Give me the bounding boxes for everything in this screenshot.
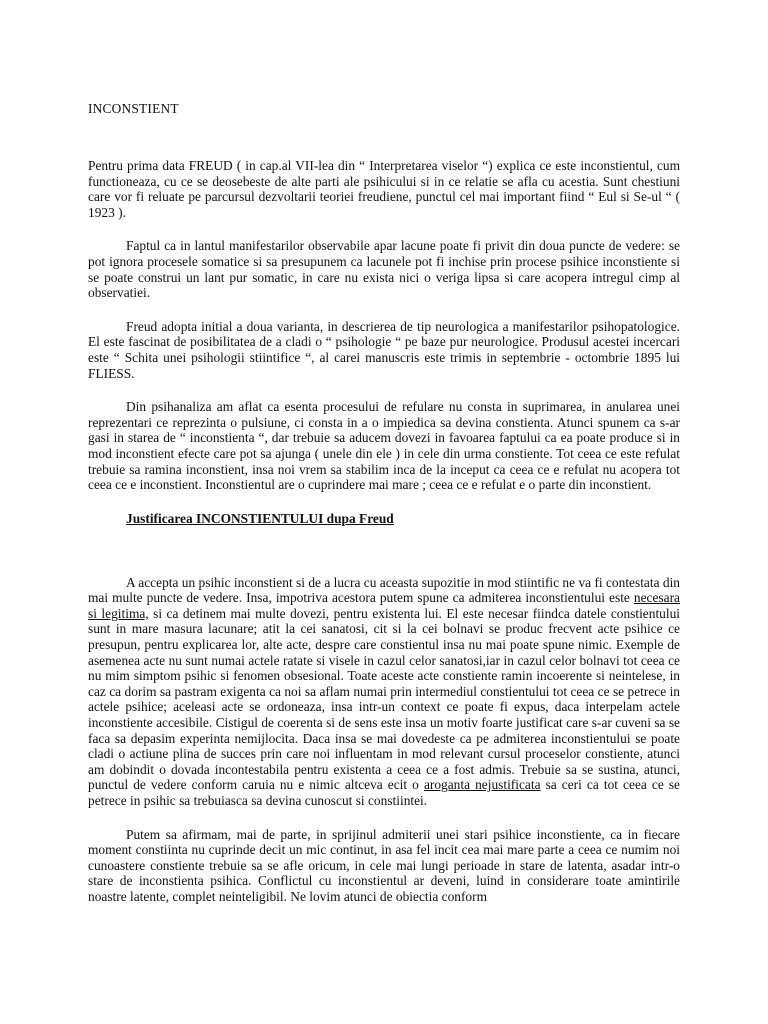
- section-heading: Justificarea INCONSTIENTULUI dupa Freud: [126, 510, 394, 526]
- underlined-phrase-aroganta: aroganta nejustificata: [423, 777, 541, 793]
- paragraph-4: Din psihanaliza am aflat ca esenta procesului de refulare nu consta in suprimarea, in anularea unei reprezentari ce reprezinta o pulsiune, ci consta in a o impiedica sa devina constienta. Atunci spunem ca s-ar gasi in starea de “ inconstienta “, dar trebuie sa aducem dovezi in favoarea faptului ca ea poate produce si in mod inconstient efecte care pot sa ajunga ( unele din ele ) in cele din urma constiente. Tot ceea ce este refulat trebuie sa ramina inconstient, insa noi vrem sa stabilim inca de la inceput ca ceea ce e refulat nu acopera tot ceea ce e inconstient. Inconstientul are o cuprindere mai mare ; ceea ce e refulat e o parte din inconstient.: [88, 399, 680, 493]
- paragraph-3: Freud adopta initial a doua varianta, in descrierea de tip neurologica a manifestarilor psihopatologice. El este fascinat de posibilitatea de a cladi o “ psihologie “ pe baze pur neurologice. Produsul acestei incercari este “ Schita unei psihologii stiintifice “, al carei manuscris este trimis in septembrie - octombrie 1895 lui FLIESS.: [88, 318, 680, 381]
- paragraph-5-part-c: sa ceri ca tot ceea ce se petrece in psihic sa trebuiasca sa devina cunoscut si constiintei.: [88, 777, 680, 808]
- paragraph-2: Faptul ca in lantul manifestarilor observabile apar lacune poate fi privit din doua puncte de vedere: se pot ignora procesele somatice si sa presupunem ca lacunele pot fi inchise prin procese psihice inconstiente si se poate construi un lant pur somatic, in care nu exista nici o veriga lipsa si care acopera intregul cimp al observatiei.: [88, 238, 680, 301]
- underlined-phrase-necesara: necesara si legitima,: [88, 590, 680, 621]
- paragraph-6: Putem sa afirmam, mai de parte, in sprijinul admiterii unei stari psihice inconstiente, ca in fiecare moment constiinta nu cuprinde decit un mic continut, in asa fel incit cea mai mare parte a ceea ce numim noi cunoastere constiente trebuie sa se afle oricum, in cele mai lungi perioade in stare de latenta, asadar intr-o stare de inconstienta psihica. Conflictul cu inconstientul ar deveni, luind in considerare toate amintirile noastre latente, complet neinteligibil. Ne lovim atunci de obiectia conform: [88, 826, 680, 904]
- paragraph-5: [88, 575, 680, 809]
- paragraph-5-part-a: A accepta un psihic inconstient si de a lucra cu aceasta supozitie in mod stiintific ne va fi contestata din mai multe puncte de vedere. Insa, impotriva acestora putem spune ca admiterea inconstientului este: [88, 574, 680, 606]
- document-title: INCONSTIENT: [88, 101, 179, 116]
- paragraph-5-part-b: si ca detinem mai multe dovezi, pentru existenta lui. El este necesar fiindca datele constientului sunt in mare masura lacunare; atit la cei sanatosi, cit si la cei bolnavi se produc frecvent acte psihice ce presupun, pentru explicarea lor, alte acte, despre care constientul insa nu mai poate spune nimic. Exemple de asemenea acte nu sunt numai actele ratate si visele in cazul celor sanatosi,iar in cazul celor bolnavi tot ceea ce nu mim simptom psihic si fenomen obsesional. Toate aceste acte constiente ramin incoerente si neintelese, in caz ca dorim sa pastram exigenta ca noi sa aflam numai prin intermediul constientului tot ceea ce se petrece in actele psihice; aceleasi acte se ordoneaza, insa intr-un context ce poate fi expus, daca interpelam actele inconstiente accesibile. Cistigul de coerenta si de sens este insa un motiv foarte justificat care s-ar cuveni sa se faca sa depasim experinta nemijlocita. Daca insa se mai dovedeste ca pe admiterea inconstientului se poate cladi o actiune plina de succes prin care noi influentam in mod relevant cursul proceselor constiente, atunci am dobindit o dovada incontestabila pentru existenta a ceea ce a fost admis. Trebuie sa se sustina, atunci, punctul de vedere conform caruia nu e nimic altceva ecit o: [88, 605, 680, 793]
- paragraph-1: Pentru prima data FREUD ( in cap.al VII-lea din “ Interpretarea viselor “) explica ce este inconstientul, cum functioneaza, cu ce se deosebeste de alte parti ale psihicului si in ce relatie se afla cu acestia. Sunt chestiuni care vor fi reluate pe parcursul dezvoltarii teoriei freudiene, punctul cel mai important fiind “ Eul si Se-ul “ ( 1923 ).: [88, 158, 680, 220]
